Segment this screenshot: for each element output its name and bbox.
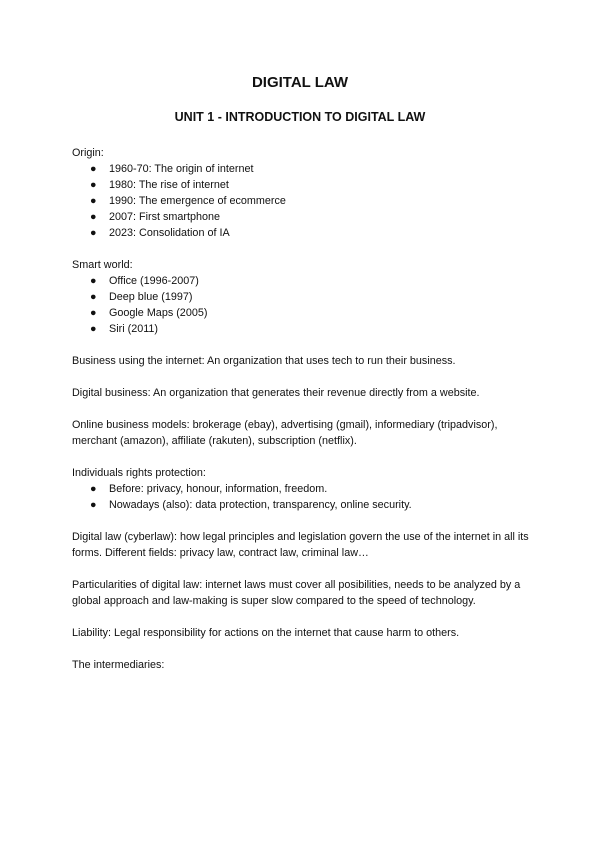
bullet-icon: ● bbox=[90, 195, 97, 207]
list-item: ● Google Maps (2005) bbox=[90, 307, 208, 319]
intermediaries-label: The intermediaries: bbox=[72, 659, 165, 671]
bullet-icon: ● bbox=[90, 291, 97, 303]
bullet-icon: ● bbox=[90, 275, 97, 287]
document-body bbox=[72, 145, 532, 673]
list-item: ● Office (1996-2007) bbox=[90, 275, 199, 287]
list-item: ● 1960-70: The origin of internet bbox=[90, 163, 254, 175]
particularities-paragraph: Particularities of digital law: internet laws must cover all posibilities, needs to be analyzed by a global approach and law-making is super slow compared to the speed of technology. bbox=[72, 579, 521, 607]
rights-list bbox=[72, 481, 532, 513]
digital-business-paragraph: Digital business: An organization that generates their revenue directly from a website. bbox=[72, 387, 480, 399]
business-internet-paragraph: Business using the internet: An organization that uses tech to run their business. bbox=[72, 355, 456, 367]
bullet-icon: ● bbox=[90, 323, 97, 335]
list-item: ● Siri (2011) bbox=[90, 323, 159, 335]
digital-law-paragraph: Digital law (cyberlaw): how legal principles and legislation govern the use of the internet in all its forms. Different fields: privacy law, contract law, criminal law… bbox=[72, 531, 529, 559]
bullet-icon: ● bbox=[90, 179, 97, 191]
bullet-icon: ● bbox=[90, 499, 97, 511]
unit-heading: UNIT 1 - INTRODUCTION TO DIGITAL LAW bbox=[174, 110, 426, 124]
list-item: ● 1980: The rise of internet bbox=[90, 179, 229, 191]
bullet-icon: ● bbox=[90, 227, 97, 239]
rights-label: Individuals rights protection: bbox=[72, 467, 206, 479]
online-models-paragraph: Online business models: brokerage (ebay), advertising (gmail), informediary (tripadvisor), merchant (amazon), affiliate (rakuten), subscription (netflix). bbox=[72, 419, 498, 447]
list-item: ● Deep blue (1997) bbox=[90, 291, 193, 303]
bullet-icon: ● bbox=[90, 483, 97, 495]
list-item: ● 1990: The emergence of ecommerce bbox=[90, 195, 286, 207]
list-item: ● 2007: First smartphone bbox=[90, 211, 221, 223]
smart-world-list bbox=[72, 273, 532, 337]
document-title: DIGITAL LAW bbox=[251, 74, 349, 91]
list-item: ● Nowadays (also): data protection, transparency, online security. bbox=[90, 499, 412, 511]
bullet-icon: ● bbox=[90, 307, 97, 319]
origin-list bbox=[72, 161, 532, 241]
liability-paragraph: Liability: Legal responsibility for actions on the internet that cause harm to others. bbox=[72, 627, 460, 639]
list-item: ● Before: privacy, honour, information, freedom. bbox=[90, 483, 328, 495]
smart-world-label: Smart world: bbox=[72, 259, 133, 271]
origin-label: Origin: bbox=[72, 147, 104, 159]
bullet-icon: ● bbox=[90, 163, 97, 175]
list-item: ● 2023: Consolidation of IA bbox=[90, 227, 230, 239]
bullet-icon: ● bbox=[90, 211, 97, 223]
